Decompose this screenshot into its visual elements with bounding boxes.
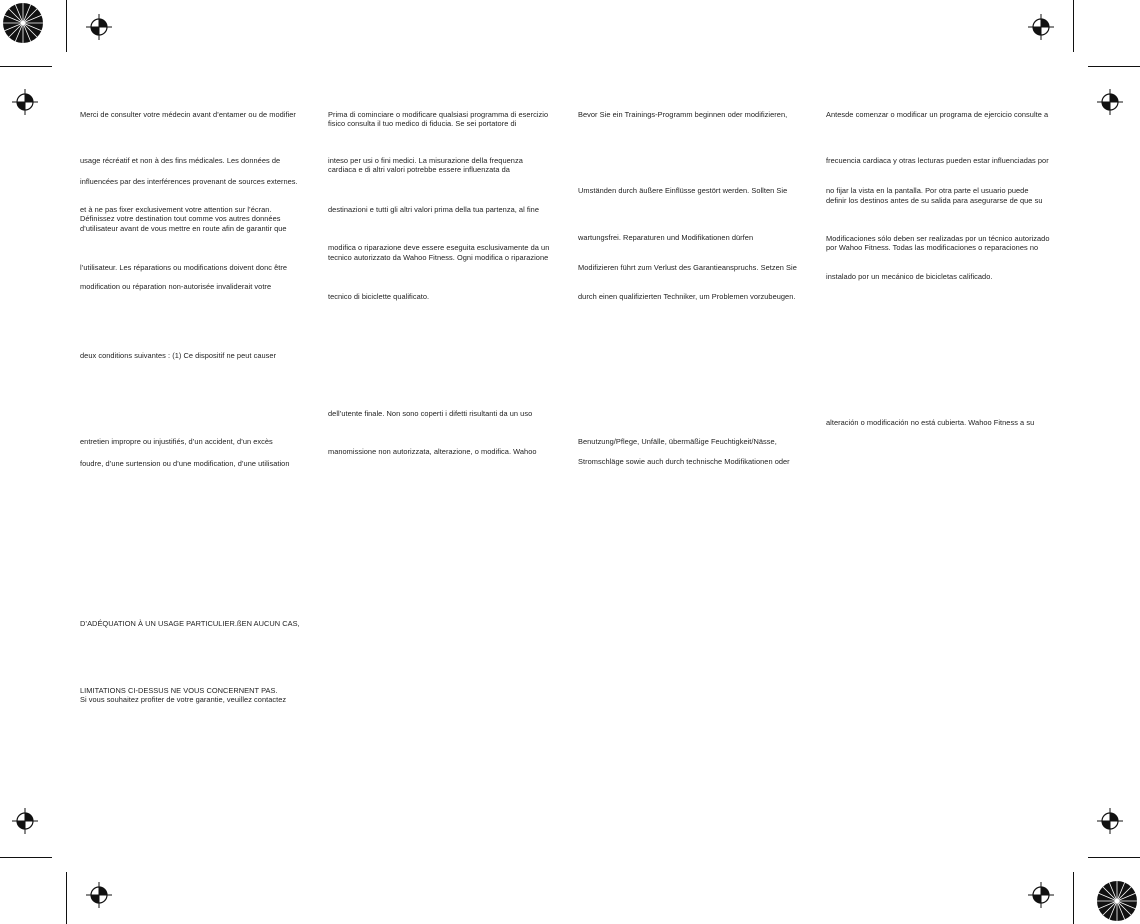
- text-line: fisico consulta il tuo medico di fiducia. Se sei portatore di: [328, 119, 517, 128]
- text-line: modification ou réparation non-autorisée invaliderait votre: [80, 282, 272, 291]
- text-column-german: [578, 0, 818, 924]
- text-line: D’ADÉQUATION À UN USAGE PARTICULIER.ßEN AUCUN CAS,: [80, 619, 300, 628]
- crop-mark-bottom-left-vertical: [66, 872, 67, 924]
- text-line: modifica o riparazione deve essere eseguita esclusivamente da un: [328, 243, 550, 252]
- text-line: deux conditions suivantes : (1) Ce dispositif ne peut causer: [80, 351, 277, 360]
- crop-mark-top-left-vertical: [66, 0, 67, 52]
- text-line: Bevor Sie ein Trainings-Programm beginnen oder modifizieren,: [578, 110, 788, 119]
- text-line: l’utilisateur. Les réparations ou modifications doivent donc être: [80, 263, 288, 272]
- text-line: instalado por un mecánico de bicicletas calificado.: [826, 272, 993, 281]
- text-line: cardiaca e di altri valori potrebbe essere influenzata da: [328, 165, 510, 174]
- registration-crosshair-icon: [1097, 808, 1123, 834]
- text-line: dell’utente finale. Non sono coperti i difetti risultanti da un uso: [328, 409, 533, 418]
- registration-crosshair-icon: [12, 808, 38, 834]
- text-line: Définissez votre destination tout comme vos autres données: [80, 214, 281, 223]
- text-line: tecnico autorizzato da Wahoo Fitness. Ogni modifica o riparazione: [328, 253, 549, 262]
- registration-crosshair-icon: [1097, 89, 1123, 115]
- text-line: LIMITATIONS CI-DESSUS NE VOUS CONCERNENT PAS.: [80, 686, 278, 695]
- text-line: d’utilisateur avant de vous mettre en route afin de garantir que: [80, 224, 287, 233]
- text-line: Merci de consulter votre médecin avant d’entamer ou de modifier: [80, 110, 296, 119]
- crop-mark-top-right-horizontal: [1088, 66, 1140, 67]
- text-column-french: [80, 0, 320, 924]
- text-line: alteración o modificación no está cubierta. Wahoo Fitness a su: [826, 418, 1035, 427]
- text-line: Antesde comenzar o modificar un programa de ejercicio consulte a: [826, 110, 1049, 119]
- text-line: definir los destinos antes de su salida para asegurarse de que su: [826, 196, 1043, 205]
- text-column-spanish: [826, 0, 1066, 924]
- text-line: influencées par des interférences provenant de sources externes.: [80, 177, 298, 186]
- starburst-registration-icon: [0, 0, 46, 46]
- text-line: foudre, d’une surtension ou d’une modification, d’une utilisation: [80, 459, 290, 468]
- text-line: Si vous souhaitez profiter de votre garantie, veuillez contactez: [80, 695, 287, 704]
- text-line: Modifizieren führt zum Verlust des Garantieanspruchs. Setzen Sie: [578, 263, 797, 272]
- text-line: no fijar la vista en la pantalla. Por otra parte el usuario puede: [826, 186, 1029, 195]
- text-line: et à ne pas fixer exclusivement votre attention sur l’écran.: [80, 205, 272, 214]
- crop-mark-bottom-right-vertical: [1073, 872, 1074, 924]
- crop-mark-bottom-left-horizontal: [0, 857, 52, 858]
- text-line: durch einen qualifizierten Techniker, um Problemen vorzubeugen.: [578, 292, 796, 301]
- crop-mark-top-left-horizontal: [0, 66, 52, 67]
- text-column-italian: [328, 0, 568, 924]
- text-line: Stromschläge sowie auch durch technische Modifikationen oder: [578, 457, 790, 466]
- text-line: entretien impropre ou injustifiés, d’un accident, d’un excès: [80, 437, 273, 446]
- text-line: por Wahoo Fitness. Todas las modificaciones o reparaciones no: [826, 243, 1039, 252]
- text-line: inteso per usi o fini medici. La misurazione della frequenza: [328, 156, 523, 165]
- text-line: Modificaciones sólo deben ser realizadas por un técnico autorizado: [826, 234, 1050, 243]
- crop-mark-bottom-right-horizontal: [1088, 857, 1140, 858]
- text-line: Umständen durch äußere Einflüsse gestört werden. Sollten Sie: [578, 186, 788, 195]
- crop-mark-top-right-vertical: [1073, 0, 1074, 52]
- text-line: wartungsfrei. Reparaturen und Modifikationen dürfen: [578, 233, 754, 242]
- starburst-registration-icon: [1094, 878, 1140, 924]
- text-line: Prima di cominciare o modificare qualsiasi programma di esercizio: [328, 110, 549, 119]
- text-line: frecuencia cardiaca y otras lecturas pueden estar influenciadas por: [826, 156, 1049, 165]
- registration-crosshair-icon: [12, 89, 38, 115]
- text-line: usage récréatif et non à des fins médicales. Les données de: [80, 156, 281, 165]
- text-line: manomissione non autorizzata, alterazione, o modifica. Wahoo: [328, 447, 537, 456]
- text-line: destinazioni e tutti gli altri valori prima della tua partenza, al fine: [328, 205, 540, 214]
- text-line: Benutzung/Pflege, Unfälle, übermäßige Feuchtigkeit/Nässe,: [578, 437, 777, 446]
- text-line: tecnico di biciclette qualificato.: [328, 292, 430, 301]
